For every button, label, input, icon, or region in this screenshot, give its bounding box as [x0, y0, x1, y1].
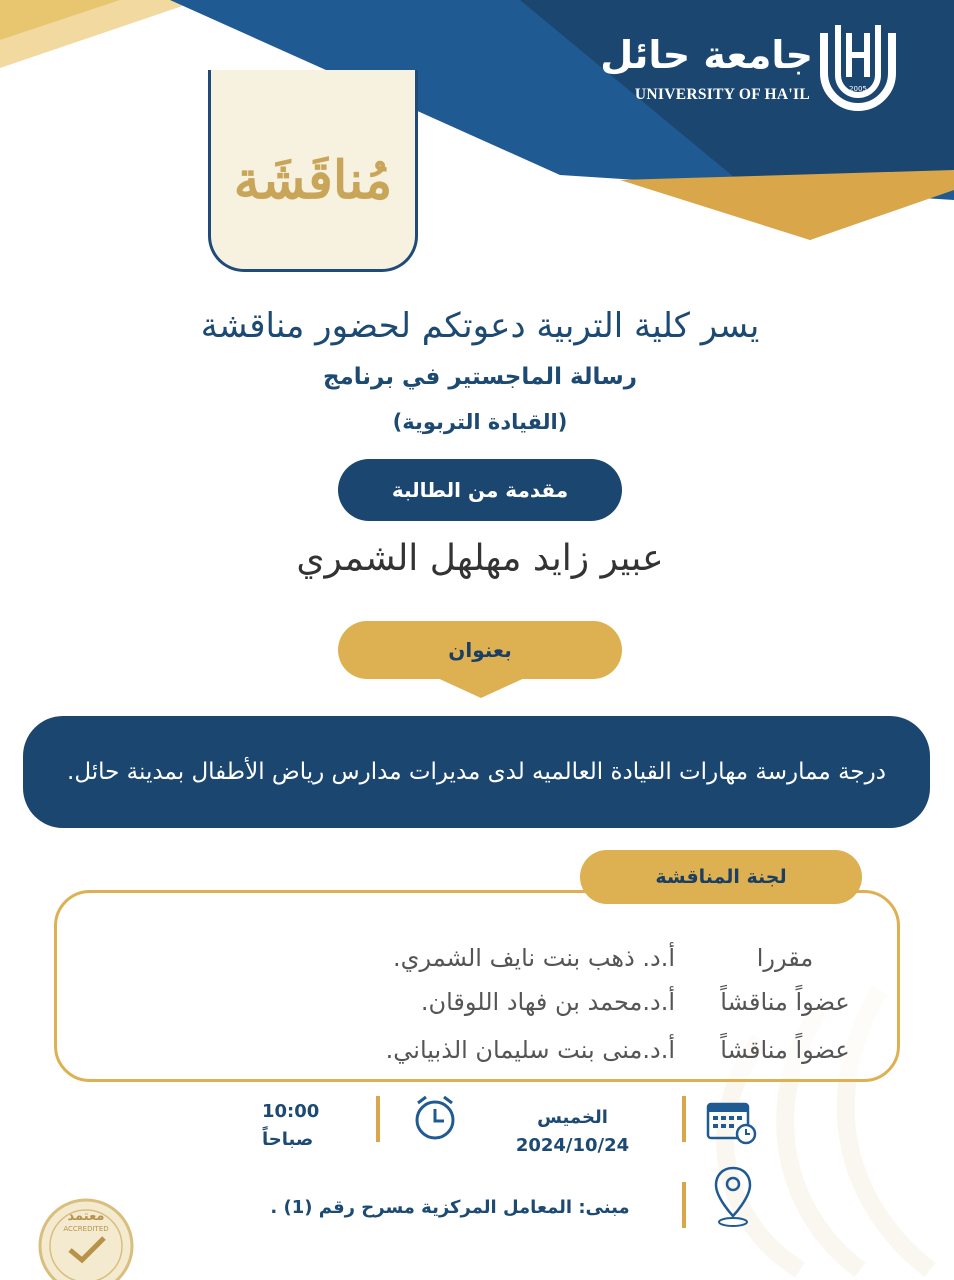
event-day: الخميس	[537, 1107, 608, 1128]
alarm-clock-icon	[412, 1093, 458, 1143]
member-role: عضواً مناقشاً	[720, 1036, 850, 1064]
calendar-icon	[706, 1098, 758, 1146]
committee-member-row	[120, 988, 860, 1028]
badge-title: معتمد	[67, 1209, 105, 1224]
committee-member-row	[120, 1036, 860, 1076]
logo-year: 2005	[849, 85, 867, 93]
degree-line: رسالة الماجستير في برنامج	[322, 364, 638, 390]
location-pin-icon	[712, 1164, 754, 1228]
member-name: أ.د. ذهب بنت نايف الشمري.	[393, 944, 675, 972]
committee-member-row	[120, 944, 860, 984]
student-name: عبير زايد مهلهل الشمري	[296, 538, 664, 579]
title-label-pill: بعنوان	[338, 621, 622, 679]
header-gold-stripe	[620, 170, 954, 240]
university-logo-icon	[808, 15, 908, 127]
title-pill-pointer	[433, 676, 529, 698]
member-name: أ.د.محمد بن فهاد اللوقان.	[420, 988, 675, 1016]
munaqasha-calligraphy: مُناقَشَة	[233, 150, 393, 211]
divider-bar	[682, 1182, 686, 1228]
event-date: 2024/10/24	[515, 1135, 630, 1156]
committee-label: لجنة المناقشة	[580, 850, 862, 904]
divider-bar	[682, 1096, 686, 1142]
accreditation-badge	[36, 1196, 136, 1280]
university-name-english: UNIVERSITY OF HA'IL	[634, 86, 810, 103]
member-role: مقررا	[756, 944, 814, 972]
university-name-arabic: جامعة حائل	[600, 33, 813, 77]
event-location: مبنى: المعامل المركزية مسرح رقم (1) .	[270, 1197, 630, 1218]
invitation-line: يسر كلية التربية دعوتكم لحضور مناقشة	[200, 306, 760, 346]
event-time: 10:00	[262, 1101, 320, 1122]
thesis-title: درجة ممارسة مهارات القيادة العالميه لدى مديرات مدارس رياض الأطفال بمدينة حائل.	[23, 716, 930, 828]
event-period: صباحاً	[262, 1129, 314, 1150]
presented-by-pill: مقدمة من الطالبة	[338, 459, 622, 521]
divider-bar	[376, 1096, 380, 1142]
program-name: (القيادة التربوية)	[392, 410, 568, 434]
member-name: أ.د.منى بنت سليمان الذبياني.	[385, 1036, 675, 1064]
member-role: عضواً مناقشاً	[720, 988, 850, 1016]
badge-subtitle: ACCREDITED	[63, 1225, 109, 1233]
